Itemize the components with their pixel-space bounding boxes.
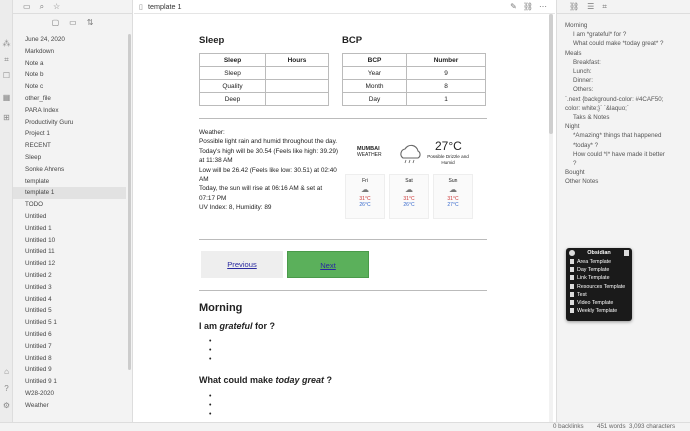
forecast-low: 26°C xyxy=(359,202,371,208)
heading-emphasis: today great xyxy=(275,375,325,385)
file-item[interactable]: Note a xyxy=(25,59,44,67)
tag-icon[interactable]: ⌗ xyxy=(602,1,607,11)
editor-header xyxy=(134,0,555,14)
weather-city: MUMBAI xyxy=(357,146,380,152)
editor-scrollbar[interactable] xyxy=(549,14,553,422)
file-item[interactable]: Untitled 5 1 xyxy=(25,319,57,327)
file-item[interactable]: Untitled 9 1 xyxy=(25,378,57,386)
heading-text: for ? xyxy=(252,321,276,331)
table-cell: Day xyxy=(343,93,407,106)
outline-item[interactable]: Taks & Notes xyxy=(573,114,610,122)
picker-item-label: Area Template xyxy=(577,259,612,265)
picker-icon xyxy=(569,250,575,256)
weather-line: UV Index: 8, Humidity: 89 xyxy=(199,204,272,212)
bullet-item: • xyxy=(209,411,212,418)
file-item[interactable]: template xyxy=(25,177,50,185)
explorer-toolbar xyxy=(13,14,132,31)
weather-city-sub: WEATHER xyxy=(357,152,382,158)
settings-icon[interactable]: ⚙ xyxy=(2,401,11,410)
file-item[interactable]: Note b xyxy=(25,71,44,79)
empty-bullets xyxy=(199,337,211,364)
left-tabs xyxy=(13,0,132,14)
outline-item[interactable]: Others: xyxy=(573,86,594,94)
outline-item[interactable]: Morning xyxy=(565,22,588,29)
file-item[interactable]: Project 1 xyxy=(25,130,50,138)
file-item[interactable]: Untitled 1 xyxy=(25,224,52,232)
template-icon[interactable]: ⊞ xyxy=(3,113,10,122)
heading-text: I am xyxy=(199,321,220,331)
file-item[interactable]: TODO xyxy=(25,201,44,209)
sleep-heading: Sleep xyxy=(199,35,225,46)
divider xyxy=(199,290,487,291)
template-file-icon xyxy=(570,284,574,289)
note-icon xyxy=(624,250,629,256)
outline-item[interactable]: Lunch: xyxy=(573,68,592,76)
template-file-icon xyxy=(570,275,574,280)
picker-header xyxy=(566,248,632,258)
table-cell: Deep xyxy=(200,93,266,106)
next-button[interactable]: Next xyxy=(287,251,369,278)
heading-grateful xyxy=(199,321,275,331)
weather-line: Low will be 26.42 (Feels like low: 30.51) at 02:40 AM xyxy=(199,166,337,184)
heading-today-great xyxy=(199,375,332,385)
heading-text: ? xyxy=(324,375,333,385)
forecast-day xyxy=(389,174,429,219)
outline-item[interactable]: Meals xyxy=(565,49,582,57)
file-item[interactable]: template 1 xyxy=(13,187,126,199)
file-explorer xyxy=(13,0,133,422)
outline-item[interactable]: `.next {background-color: #4CAF50; xyxy=(565,95,664,103)
bcp-heading: BCP xyxy=(342,35,363,46)
weather-text xyxy=(199,128,339,213)
table-cell xyxy=(266,93,329,106)
file-item[interactable]: Untitled 3 xyxy=(25,283,52,291)
outline-item[interactable]: *Amazing* things that happened xyxy=(573,132,662,140)
outline-item[interactable]: How could *I* have made it better xyxy=(573,150,665,158)
outline-item[interactable]: Bought xyxy=(565,169,585,177)
preview-content xyxy=(199,22,487,422)
outline-icon[interactable]: ☰ xyxy=(587,2,595,11)
table-header: BCP xyxy=(343,54,407,67)
outline-item[interactable]: *today* ? xyxy=(573,141,599,149)
file-item[interactable]: Sleep xyxy=(25,153,42,161)
new-note-icon[interactable]: ▢ xyxy=(51,18,60,27)
picker-item[interactable] xyxy=(566,258,632,266)
file-item[interactable]: Untitled 9 xyxy=(25,366,52,374)
forecast-high: 31°C xyxy=(447,196,459,202)
weather-line: Possible light rain and humid throughout the day. xyxy=(199,138,338,146)
outline-item[interactable]: I am *grateful* for ? xyxy=(573,31,627,39)
table-header: Hours xyxy=(266,54,329,67)
forecast-day xyxy=(433,174,473,219)
cloud-rain-icon xyxy=(397,144,423,164)
backlinks-icon[interactable]: ⛓ xyxy=(569,2,580,11)
divider xyxy=(199,239,487,240)
left-ribbon xyxy=(0,0,13,431)
cloud-icon: ☁ xyxy=(449,185,457,194)
cloud-icon: ☁ xyxy=(361,185,369,194)
file-item[interactable]: Sonke Ahrens xyxy=(25,165,65,173)
status-bar xyxy=(0,422,690,431)
forecast-day xyxy=(345,174,385,219)
cloud-icon: ☁ xyxy=(405,185,413,194)
outline-item[interactable]: Dinner: xyxy=(573,77,593,85)
template-picker xyxy=(566,248,632,321)
table-cell: 8 xyxy=(407,80,486,93)
outline-item[interactable]: What could make *today great* ? xyxy=(573,40,664,48)
note-title: template 1 xyxy=(147,2,182,11)
star-icon[interactable]: ☆ xyxy=(53,2,61,11)
outline-item[interactable]: Other Notes xyxy=(565,178,599,186)
vault-icon[interactable]: ⌂ xyxy=(4,367,9,376)
bullet-item: • xyxy=(209,338,212,345)
table-cell: Sleep xyxy=(200,67,266,80)
link-icon[interactable]: ⛓ xyxy=(522,2,533,11)
heading-morning: Morning xyxy=(199,302,243,314)
switcher-icon[interactable]: ⌗ xyxy=(4,55,9,64)
file-item[interactable]: Untitled 4 xyxy=(25,295,52,303)
template-file-icon xyxy=(570,267,574,272)
outline-sidebar xyxy=(556,0,690,422)
picker-item-label: Weekly Template xyxy=(577,308,618,315)
file-item[interactable]: Untitled 7 xyxy=(25,342,52,350)
starred-icon[interactable]: ☐ xyxy=(2,71,11,80)
scroll-thumb[interactable] xyxy=(549,14,553,134)
forecast-low: 27°C xyxy=(447,202,459,208)
file-item[interactable]: Untitled 10 xyxy=(25,236,56,244)
right-tabs xyxy=(557,0,690,14)
char-count: 3,093 characters xyxy=(629,423,676,430)
graph-icon[interactable]: ⁂ xyxy=(2,39,11,48)
bullet-item: • xyxy=(209,356,212,363)
heading-emphasis: grateful xyxy=(219,321,253,331)
file-item[interactable]: other_file xyxy=(25,94,51,102)
help-icon[interactable]: ? xyxy=(4,384,9,393)
heading-text: What could make xyxy=(199,375,276,385)
file-item[interactable]: Untitled 5 xyxy=(25,307,52,315)
bcp-table xyxy=(342,53,486,106)
weather-temp: 27°C xyxy=(435,139,462,153)
weather-desc: Possible Drizzle and Humid xyxy=(427,154,469,165)
template-file-icon xyxy=(570,292,574,297)
file-item[interactable]: W28-2020 xyxy=(25,389,55,397)
bcp-section xyxy=(342,35,487,106)
file-list xyxy=(13,34,126,422)
previous-button[interactable]: Previous xyxy=(201,251,283,278)
picker-item-label: Video Template xyxy=(577,299,614,306)
file-item[interactable]: Untitled 12 xyxy=(25,260,56,268)
calendar-icon[interactable]: ▦ xyxy=(2,93,11,102)
outline-item[interactable]: ? xyxy=(573,160,577,168)
file-item[interactable]: PARA Index xyxy=(25,106,59,114)
table-cell: 9 xyxy=(407,67,486,80)
sort-icon[interactable]: ⇅ xyxy=(86,18,94,27)
picker-item[interactable] xyxy=(566,291,632,299)
outline-list xyxy=(565,21,687,187)
divider xyxy=(199,118,487,119)
edit-icon[interactable]: ✎ xyxy=(510,2,517,11)
forecast-day-name: Fri xyxy=(362,178,368,184)
file-item[interactable]: Untitled 8 xyxy=(25,354,52,362)
bullet-item: • xyxy=(209,402,212,409)
picker-item-label: Resources Template xyxy=(577,283,626,290)
forecast-low: 26°C xyxy=(403,202,415,208)
empty-bullets xyxy=(199,392,211,419)
weather-line: Today's high will be 30.54 (Feels like high: 39.29) at 11:38 AM xyxy=(199,147,339,165)
file-item[interactable]: Untitled xyxy=(25,212,47,220)
table-cell xyxy=(266,80,329,93)
word-count: 451 words xyxy=(597,423,626,430)
picker-item[interactable] xyxy=(566,307,632,315)
forecast-high: 31°C xyxy=(359,196,371,202)
picker-item[interactable] xyxy=(566,299,632,307)
file-list-scrollbar[interactable] xyxy=(128,34,131,370)
more-icon[interactable]: ⋯ xyxy=(539,2,547,11)
forecast-day-name: Sat xyxy=(405,178,413,184)
file-item[interactable]: Weather xyxy=(25,401,49,409)
picker-item-label: Link Template xyxy=(577,275,610,282)
table-cell: 1 xyxy=(407,93,486,106)
outline-item[interactable]: color: white;}` `&laquo;` xyxy=(565,104,629,112)
picker-item-label: Test xyxy=(577,291,587,298)
forecast-day-name: Sun xyxy=(448,178,458,184)
template-file-icon xyxy=(570,308,574,313)
picker-items xyxy=(566,258,632,315)
table-cell xyxy=(266,67,329,80)
file-item[interactable]: Note c xyxy=(25,83,44,91)
bullet-item: • xyxy=(209,393,212,400)
table-header: Number xyxy=(407,54,486,67)
file-item[interactable]: Untitled 2 xyxy=(25,271,52,279)
file-item[interactable]: June 24, 2020 xyxy=(25,36,65,43)
file-item[interactable]: RECENT xyxy=(25,142,51,150)
forecast-high: 31°C xyxy=(403,196,415,202)
picker-item[interactable] xyxy=(566,266,632,274)
editor-pane xyxy=(134,0,555,422)
file-item[interactable]: Markdown xyxy=(25,47,55,55)
table-cell: Quality xyxy=(200,80,266,93)
bullet-item: • xyxy=(209,347,212,354)
forecast xyxy=(345,174,475,219)
backlinks-count: 0 backlinks xyxy=(553,423,584,430)
picker-title: Obsidian xyxy=(587,250,611,256)
sleep-table xyxy=(199,53,329,106)
file-item[interactable]: Untitled 6 xyxy=(25,330,52,338)
table-cell: Month xyxy=(343,80,407,93)
template-file-icon xyxy=(570,259,574,264)
folder-icon[interactable]: ▭ xyxy=(23,2,31,11)
table-cell: Year xyxy=(343,67,407,80)
file-item[interactable]: Untitled 11 xyxy=(25,248,55,256)
picker-item[interactable] xyxy=(566,283,632,291)
outline-item[interactable]: Night xyxy=(565,123,580,131)
table-header: Sleep xyxy=(200,54,266,67)
picker-item-label: Day Template xyxy=(577,267,610,274)
outline-item[interactable]: Breakfast: xyxy=(573,58,601,66)
search-icon[interactable]: ⌕ xyxy=(39,1,45,11)
template-file-icon xyxy=(570,300,574,305)
sleep-section xyxy=(199,35,329,106)
weather-line: Today, the sun will rise at 06:16 AM & set at 07:17 PM xyxy=(199,185,323,202)
file-icon: ▯ xyxy=(139,2,143,11)
new-folder-icon[interactable]: ▭ xyxy=(69,18,77,27)
file-item[interactable]: Productivity Guru xyxy=(25,118,74,126)
picker-item[interactable] xyxy=(566,274,632,282)
weather-label: Weather: xyxy=(199,129,225,136)
